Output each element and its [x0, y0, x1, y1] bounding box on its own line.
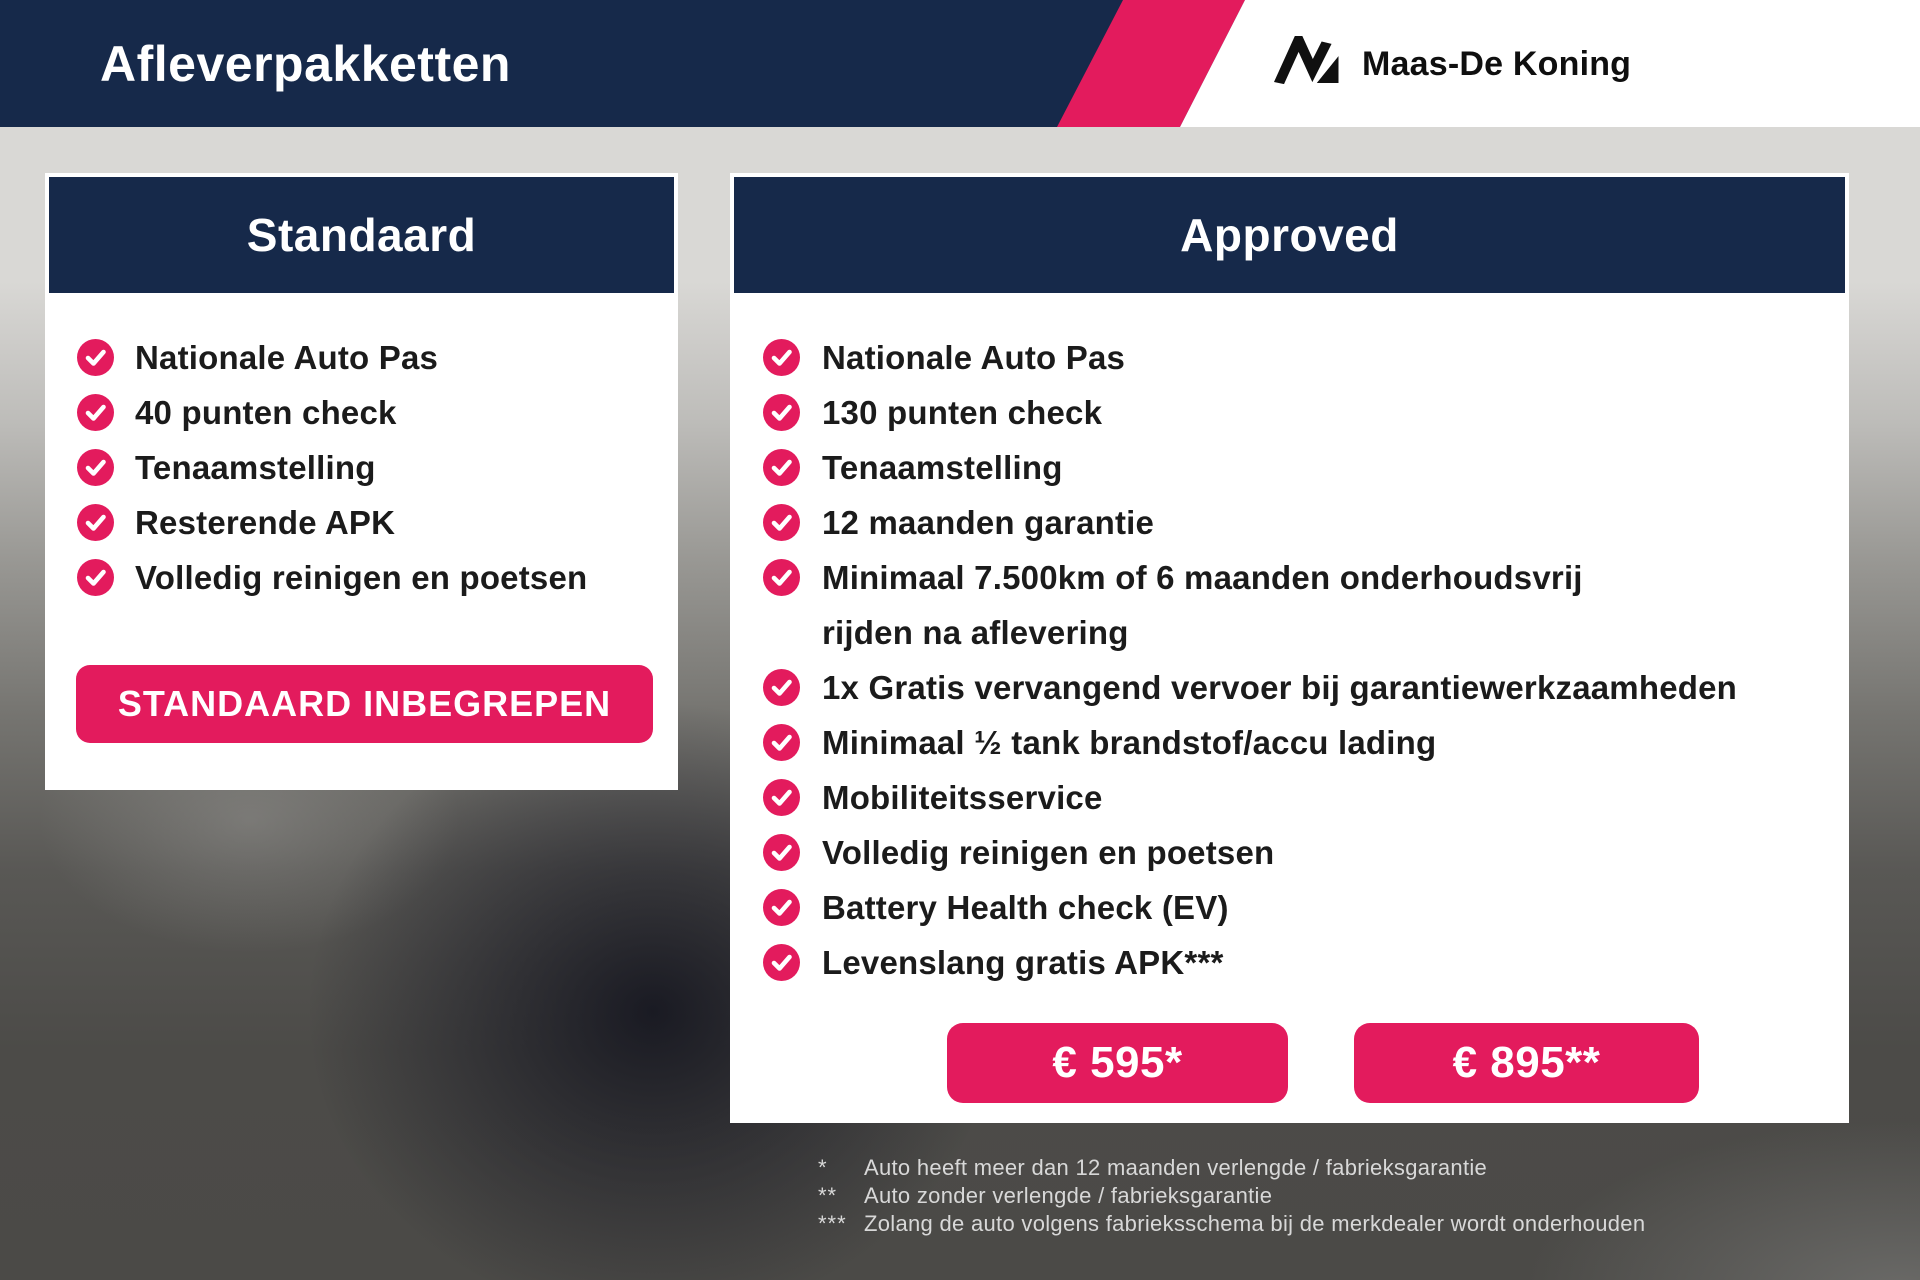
check-circle-icon	[77, 559, 114, 596]
price-button-895[interactable]: € 895**	[1354, 1023, 1699, 1103]
list-item-label: Mobiliteitsservice	[822, 779, 1103, 816]
check-circle-icon	[763, 779, 800, 816]
list-item	[77, 440, 678, 495]
footnote-line	[818, 1154, 1778, 1182]
price-button-595[interactable]: € 595*	[947, 1023, 1288, 1103]
list-item	[763, 880, 1849, 935]
card-approved-checklist	[730, 330, 1849, 990]
list-item	[77, 330, 678, 385]
list-item-label	[822, 550, 1583, 660]
maas-de-koning-m-icon	[1272, 36, 1342, 84]
list-item	[763, 935, 1849, 990]
list-item-label: 130 punten check	[822, 394, 1103, 431]
footnotes	[818, 1154, 1778, 1238]
list-item	[763, 550, 1849, 660]
list-item	[77, 550, 678, 605]
footnote-text: Auto heeft meer dan 12 maanden verlengde / fabrieksgarantie	[864, 1155, 1488, 1180]
list-item-label: Nationale Auto Pas	[822, 339, 1126, 376]
card-standaard	[45, 173, 678, 790]
list-item-label: Resterende APK	[135, 504, 396, 541]
card-standaard-checklist	[45, 330, 678, 605]
list-item	[763, 660, 1849, 715]
check-circle-icon	[763, 394, 800, 431]
check-circle-icon	[77, 339, 114, 376]
header-bar	[0, 0, 1920, 127]
check-circle-icon	[763, 724, 800, 761]
footnote-text: Zolang de auto volgens fabrieksschema bij de merkdealer wordt onderhouden	[864, 1211, 1646, 1236]
list-item-label: 40 punten check	[135, 394, 397, 431]
list-item	[763, 440, 1849, 495]
check-circle-icon	[763, 559, 800, 596]
brand-logo	[1272, 36, 1631, 84]
check-circle-icon	[763, 449, 800, 486]
check-circle-icon	[763, 339, 800, 376]
brand-name: Maas-De Koning	[1362, 44, 1632, 83]
card-approved-title: Approved	[734, 177, 1845, 293]
card-standaard-title: Standaard	[49, 177, 674, 293]
card-approved	[730, 173, 1849, 1123]
list-item-label: Minimaal ½ tank brandstof/accu lading	[822, 724, 1437, 761]
list-item-label: 12 maanden garantie	[822, 504, 1155, 541]
check-circle-icon	[77, 394, 114, 431]
list-item	[763, 385, 1849, 440]
footnote-line	[818, 1182, 1778, 1210]
list-item	[77, 495, 678, 550]
standaard-inbegrepen-button[interactable]: STANDAARD INBEGREPEN	[76, 665, 653, 743]
list-item	[763, 330, 1849, 385]
list-item-line-2: rijden na aflevering	[822, 614, 1129, 651]
list-item-label: Volledig reinigen en poetsen	[135, 559, 588, 596]
list-item-label: Nationale Auto Pas	[135, 339, 439, 376]
list-item-label: 1x Gratis vervangend vervoer bij garantiewerkzaamheden	[822, 669, 1738, 706]
list-item	[763, 825, 1849, 880]
list-item	[763, 770, 1849, 825]
list-item-label: Levenslang gratis APK***	[822, 944, 1224, 981]
check-circle-icon	[77, 449, 114, 486]
list-item-label: Battery Health check (EV)	[822, 889, 1229, 926]
check-circle-icon	[763, 889, 800, 926]
footnote-marker: *	[818, 1155, 828, 1180]
check-circle-icon	[763, 669, 800, 706]
list-item-label: Tenaamstelling	[822, 449, 1063, 486]
list-item	[77, 385, 678, 440]
check-circle-icon	[763, 944, 800, 981]
list-item	[763, 495, 1849, 550]
list-item	[763, 715, 1849, 770]
list-item-line-1: Minimaal 7.500km of 6 maanden onderhoudsvrij	[822, 559, 1583, 596]
list-item-label: Volledig reinigen en poetsen	[822, 834, 1275, 871]
footnote-line	[818, 1210, 1778, 1238]
check-circle-icon	[77, 504, 114, 541]
footnote-marker: **	[818, 1183, 838, 1208]
list-item-label: Tenaamstelling	[135, 449, 376, 486]
check-circle-icon	[763, 504, 800, 541]
footnote-text: Auto zonder verlengde / fabrieksgarantie	[864, 1183, 1273, 1208]
check-circle-icon	[763, 834, 800, 871]
footnote-marker: ***	[818, 1211, 847, 1236]
page-title: Afleverpakketten	[100, 35, 511, 92]
